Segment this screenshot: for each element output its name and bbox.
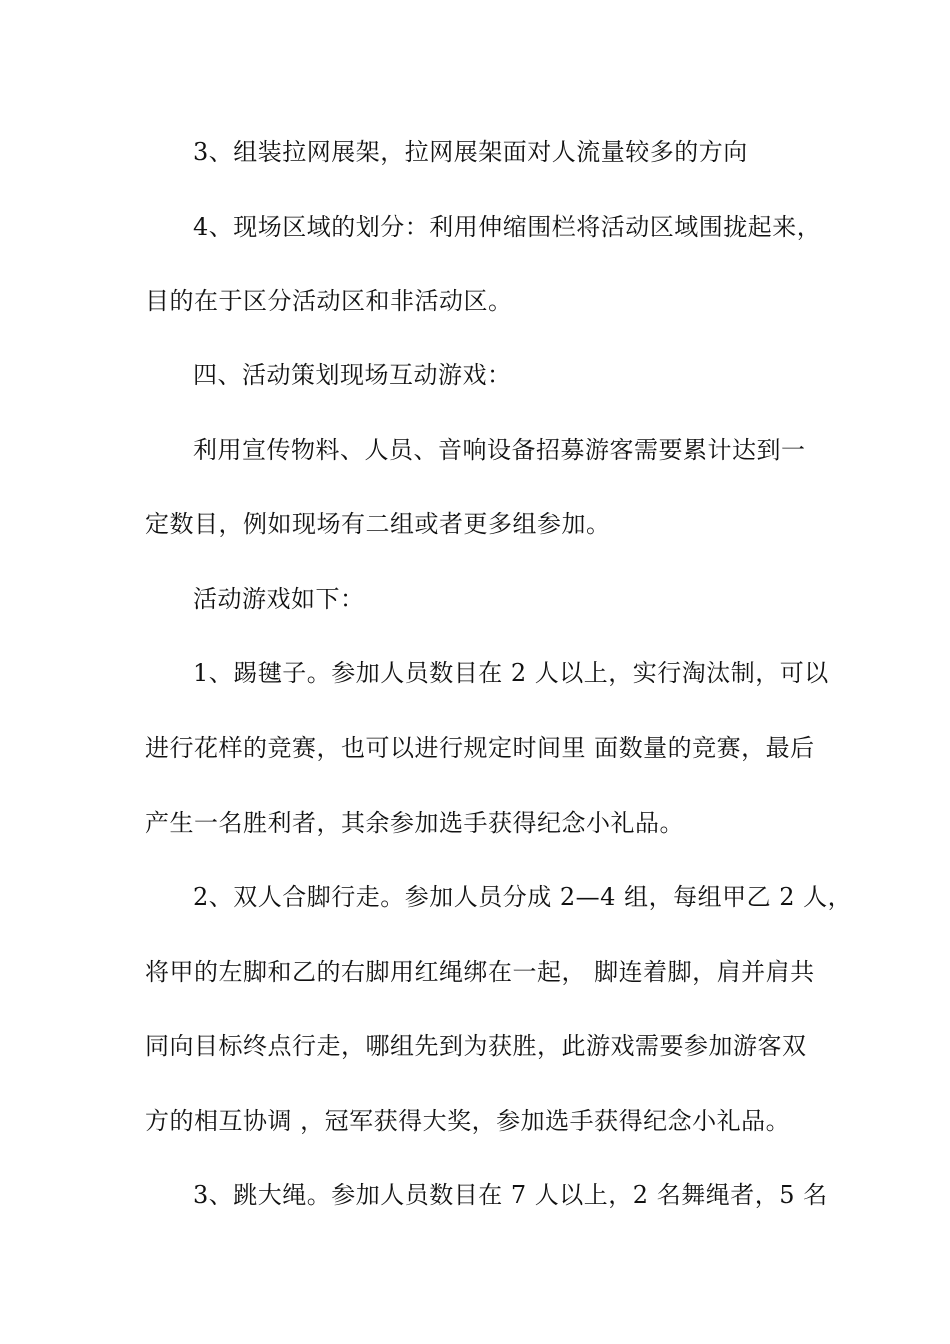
section-heading: 四、活动策划现场互动游戏： xyxy=(193,361,512,389)
paragraph-line: 3、组装拉网展架，拉网展架面对人流量较多的方向 xyxy=(193,138,748,166)
paragraph-line: 目的在于区分活动区和非活动区。 xyxy=(145,287,513,315)
paragraph-line: 1、踢毽子。参加人员数目在 2 人以上，实行淘汰制，可以 xyxy=(193,659,829,687)
paragraph-line: 定数目，例如现场有二组或者更多组参加。 xyxy=(145,510,611,538)
paragraph-line: 方的相互协调 ，冠军获得大奖，参加选手获得纪念小礼品。 xyxy=(145,1107,791,1135)
paragraph-line: 3、跳大绳。参加人员数目在 7 人以上，2 名舞绳者，5 名 xyxy=(193,1181,828,1209)
paragraph-line: 4、现场区域的划分：利用伸缩围栏将活动区域围拢起来， xyxy=(193,213,822,241)
paragraph-line: 产生一名胜利者，其余参加选手获得纪念小礼品。 xyxy=(145,809,684,837)
paragraph-line: 利用宣传物料、人员、音响设备招募游客需要累计达到一 xyxy=(193,436,806,464)
paragraph-line: 同向目标终点行走，哪组先到为获胜，此游戏需要参加游客双 xyxy=(145,1032,807,1060)
paragraph-line: 2、双人合脚行走。参加人员分成 2—4 组，每组甲乙 2 人， xyxy=(193,883,853,911)
paragraph-line: 将甲的左脚和乙的右脚用红绳绑在一起， 脚连着脚，肩并肩共 xyxy=(145,958,815,986)
paragraph-line: 进行花样的竞赛，也可以进行规定时间里 面数量的竞赛，最后 xyxy=(145,734,815,762)
paragraph-line: 活动游戏如下： xyxy=(193,585,365,613)
